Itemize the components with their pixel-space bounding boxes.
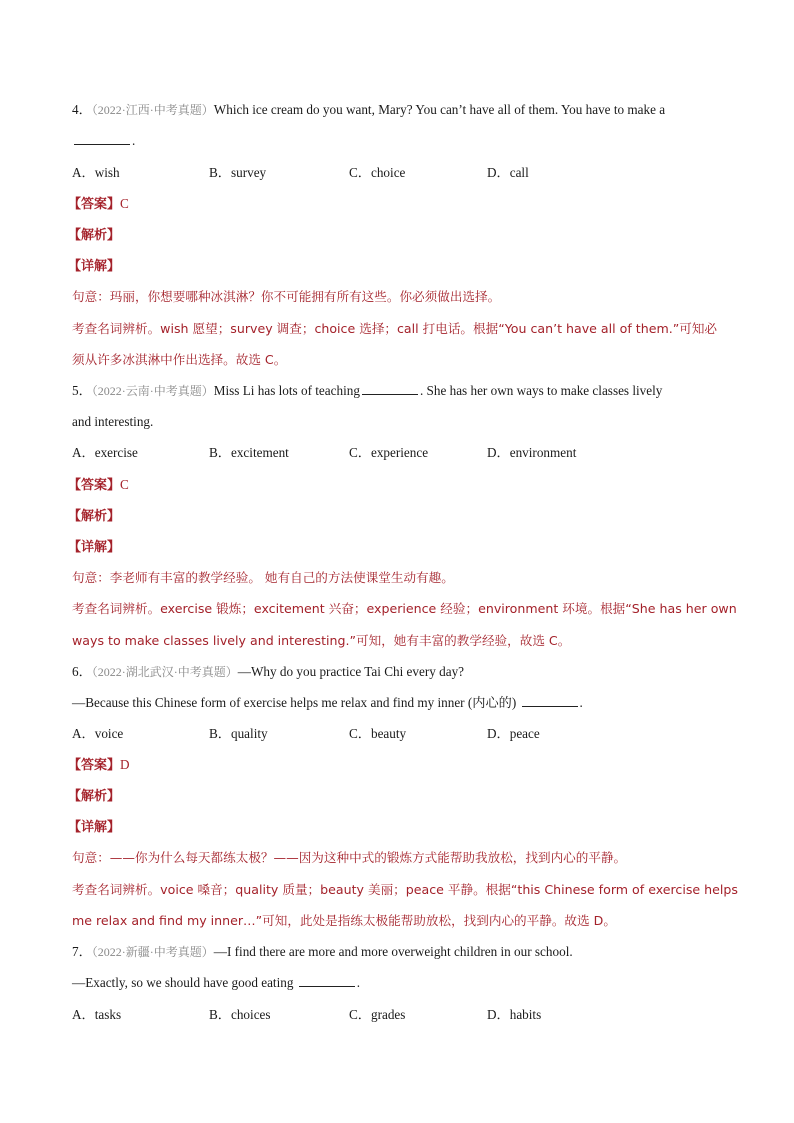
- answer-label: 【答案】: [68, 478, 121, 493]
- analysis-label: 【解析】: [68, 509, 121, 524]
- option-d: D．peace: [487, 726, 540, 741]
- option-a: A．exercise: [72, 445, 138, 460]
- question-6-stem-cont: —Because this Chinese form of exercise helps me relax and find my inner (内心的) .: [72, 695, 583, 710]
- option-a: A．voice: [72, 726, 124, 741]
- question-source: （2022·新疆·中考真题）: [91, 945, 214, 959]
- question-5-stem-cont: and interesting.: [72, 414, 154, 429]
- option-b: B．excitement: [209, 445, 289, 460]
- option-a: A．wish: [72, 165, 120, 180]
- explanation-cont: ways to make classes lively and interesting.”可知，她有丰富的教学经验，故选 C。: [72, 633, 571, 648]
- option-b: B．quality: [209, 726, 268, 741]
- detail-label-line: [68, 538, 728, 557]
- explanation: 考查名词辨析。voice 嗓音；quality 质量；beauty 美丽；peace 平静。根据“this Chinese form of exercise helps: [72, 882, 738, 897]
- answer-value: C: [120, 477, 129, 492]
- question-number: 4: [72, 102, 79, 117]
- question-text: Which ice cream do you want, Mary? You can’t have all of them. You have to make a: [213, 102, 666, 117]
- answer-value: C: [120, 196, 129, 211]
- detail-label-line: [68, 257, 728, 276]
- sentence-meaning: 句意：——你为什么每天都练太极？——因为这种中式的锻炼方式能帮助我放松，找到内心的平静。: [72, 850, 627, 865]
- analysis-label-line: [68, 226, 728, 245]
- explanation: 考查名词辨析。wish 愿望；survey 调查；choice 选择；call 打电话。根据“You can’t have all of them.”可知必: [72, 321, 718, 336]
- answer-blank: [74, 132, 130, 145]
- answer-blank: [362, 382, 418, 395]
- sentence-meaning: 句意：玛丽，你想要哪种冰淇淋？你不可能拥有所有这些。你必须做出选择。: [72, 289, 501, 304]
- option-d: D．habits: [487, 1007, 542, 1022]
- sentence-meaning: 句意：李老师有丰富的教学经验。 她有自己的方法使课堂生动有趣。: [72, 570, 454, 585]
- detail-label: 【详解】: [68, 540, 121, 555]
- option-c: C．experience: [349, 445, 429, 460]
- answer-blank: [522, 694, 578, 707]
- option-c: C．grades: [349, 1007, 406, 1022]
- question-5-stem: 5．（2022·云南·中考真题）Miss Li has lots of teaching . She has her own ways to make classes lively: [72, 383, 663, 398]
- option-c: C．beauty: [349, 726, 407, 741]
- explanation-cont: 须从许多冰淇淋中作出选择。故选 C。: [72, 352, 287, 367]
- option-a: A．tasks: [72, 1007, 122, 1022]
- question-7-stem: 7．（2022·新疆·中考真题）—I find there are more and more overweight children in our school.: [72, 944, 573, 959]
- detail-label: 【详解】: [68, 259, 121, 274]
- question-number: 6: [72, 664, 79, 679]
- answer-label: 【答案】: [68, 197, 121, 212]
- analysis-label: 【解析】: [68, 228, 121, 243]
- answer-line: [68, 195, 728, 214]
- option-d: D．environment: [487, 445, 577, 460]
- question-source: （2022·江西·中考真题）: [91, 103, 214, 117]
- detail-label: 【详解】: [68, 820, 121, 835]
- question-number: 7: [72, 944, 79, 959]
- question-source: （2022·云南·中考真题）: [91, 384, 214, 398]
- question-source: （2022·湖北武汉·中考真题）: [91, 665, 238, 679]
- analysis-label-line: [68, 787, 728, 806]
- option-b: B．choices: [209, 1007, 271, 1022]
- option-d: D．call: [487, 165, 529, 180]
- question-4-stem: 4．（2022·江西·中考真题）Which ice cream do you want, Mary? You can’t have all of them. You have to make a: [72, 102, 666, 117]
- question-4-stem-cont: .: [72, 132, 732, 150]
- explanation-cont: me relax and find my inner…”可知，此处是指练太极能帮助放松，找到内心的平静。故选 D。: [72, 913, 616, 928]
- answer-line: [68, 756, 728, 775]
- answer-value: D: [120, 757, 130, 772]
- question-6-stem: 6．（2022·湖北武汉·中考真题）—Why do you practice Tai Chi every day?: [72, 664, 465, 679]
- question-7-stem-cont: —Exactly, so we should have good eating .: [72, 975, 361, 990]
- option-c: C．choice: [349, 165, 406, 180]
- answer-blank: [299, 974, 355, 987]
- option-b: B．survey: [209, 165, 267, 180]
- explanation: 考查名词辨析。exercise 锻炼；excitement 兴奋；experience 经验；environment 环境。根据“She has her own: [72, 601, 737, 616]
- analysis-label: 【解析】: [68, 789, 121, 804]
- question-number: 5: [72, 383, 79, 398]
- analysis-label-line: [68, 507, 728, 526]
- detail-label-line: [68, 818, 728, 837]
- answer-line: [68, 476, 728, 495]
- answer-label: 【答案】: [68, 758, 121, 773]
